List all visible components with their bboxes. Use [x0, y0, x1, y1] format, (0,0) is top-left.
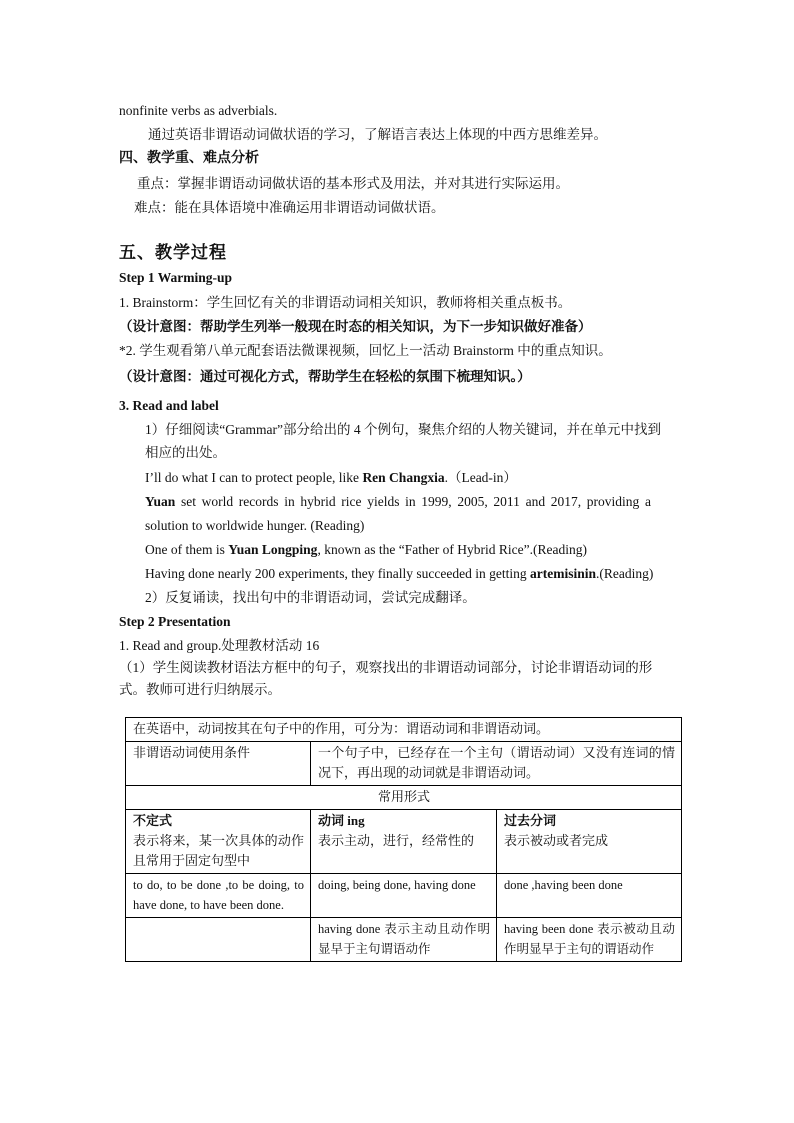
step1-item2: *2. 学生观看第八单元配套语法微课视频，回忆上一活动 Brainstorm 中的重点知识。: [119, 343, 612, 358]
objective-line-chinese: 通过英语非谓语动词做状语的学习，了解语言表达上体现的中西方思维差异。: [148, 127, 607, 142]
infinitive-forms-cell: to do, to be done ,to be doing, to have done, to have been done.: [126, 874, 311, 918]
example-sentence-1: [145, 468, 682, 488]
example-sentence-2-line1: [145, 492, 682, 512]
infinitive-desc: 表示将来，某一次具体的动作 且常用于固定句型中: [133, 833, 304, 868]
table-row: [126, 874, 682, 918]
ing-note-cell: having done 表示主动且动作明显早于主句谓语动作: [311, 918, 497, 962]
infinitive-cell: [126, 810, 311, 874]
ing-desc: 表示主动，进行，经常性的: [318, 833, 475, 848]
table-row: [126, 810, 682, 874]
example-sentence-3: [145, 540, 682, 560]
past-participle-forms-cell: done ,having been done: [497, 874, 682, 918]
past-participle-desc: 表示被动或者完成: [504, 833, 609, 848]
example-4-source: .(Reading): [596, 566, 654, 581]
example-4-text: Having done nearly 200 experiments, they finally succeeded in getting: [145, 566, 531, 581]
step1-item3-1-line1: 1）仔细阅读“Grammar”部分给出的 4 个例句，聚焦介绍的人物关键词，并在单元中找到: [145, 422, 661, 437]
past-participle-title: 过去分词: [504, 813, 557, 828]
table-row: [126, 786, 682, 810]
condition-text-cell: 一个句子中，已经存在一个主句（谓语动词）又没有连词的情况下，再出现的动词就是非谓语动词。: [311, 742, 682, 786]
example-1-name: Ren Changxia: [362, 470, 445, 485]
infinitive-title: 不定式: [133, 813, 173, 828]
step2-item1-1-line2: 式。教师可进行归纳展示。: [119, 682, 281, 697]
ing-title: 动词 ing: [318, 813, 365, 828]
step2-item1: 1. Read and group.处理教材活动 16: [119, 638, 320, 653]
example-1-text: I’ll do what I can to protect people, like: [145, 470, 363, 485]
section4-heading: 四、教学重、难点分析: [119, 151, 259, 166]
example-2-name: Yuan: [145, 494, 176, 509]
step1-item3-2: 2）反复诵读，找出句中的非谓语动词，尝试完成翻译。: [145, 590, 476, 605]
past-participle-note-cell: having been done 表示被动且动作明显早于主句的谓语动作: [497, 918, 682, 962]
past-participle-cell: [497, 810, 682, 874]
step2-item1-1-line1: （1）学生阅读教材语法方框中的句子，观察找出的非谓语动词部分，讨论非谓语动词的形: [119, 660, 653, 675]
table-row: [126, 918, 682, 962]
step1-intent2: （设计意图：通过可视化方式，帮助学生在轻松的氛围下梳理知识。）: [119, 369, 531, 384]
key-point: 重点：掌握非谓语动词做状语的基本形式及用法，并对其进行实际运用。: [137, 176, 569, 191]
step1-title: Step 1 Warming-up: [119, 270, 233, 285]
example-4-term: artemisinin: [530, 566, 597, 581]
example-sentence-2-line2: solution to worldwide hunger. (Reading): [145, 518, 365, 533]
step1-item1: 1. Brainstorm：学生回忆有关的非谓语动词相关知识，教师将相关重点板书。: [119, 295, 572, 310]
example-2-text: set world records in hybrid rice yields in 1999, 2005, 2011 and 2017, providing a: [175, 494, 651, 509]
step2-title: Step 2 Presentation: [119, 614, 231, 629]
ing-forms-cell: doing, being done, having done: [311, 874, 497, 918]
step1-item3-title: 3. Read and label: [119, 398, 219, 413]
common-forms-cell: 常用形式: [126, 786, 682, 810]
grammar-table: [125, 717, 682, 962]
example-1-source: .（Lead-in）: [444, 470, 517, 485]
ing-cell: [311, 810, 497, 874]
step1-intent1: （设计意图：帮助学生列举一般现在时态的相关知识，为下一步知识做好准备）: [119, 319, 592, 334]
example-sentence-4: [145, 564, 682, 584]
example-3-source: , known as the “Father of Hybrid Rice”.(Reading): [317, 542, 587, 557]
table-row: [126, 742, 682, 786]
table-intro-cell: 在英语中，动词按其在句子中的作用，可分为：谓语动词和非谓语动词。: [126, 718, 682, 742]
example-3-text: One of them is: [145, 542, 229, 557]
table-row: [126, 718, 682, 742]
infinitive-note-cell: [126, 918, 311, 962]
difficult-point: 难点：能在具体语境中准确运用非谓语动词做状语。: [134, 200, 445, 215]
step1-item3-1-line2: 相应的出处。: [145, 445, 226, 460]
example-3-name: Yuan Longping: [228, 542, 318, 557]
section5-heading: 五、教学过程: [119, 243, 227, 262]
condition-label-cell: 非谓语动词使用条件: [126, 742, 311, 786]
objective-line-english: nonfinite verbs as adverbials.: [119, 103, 278, 118]
